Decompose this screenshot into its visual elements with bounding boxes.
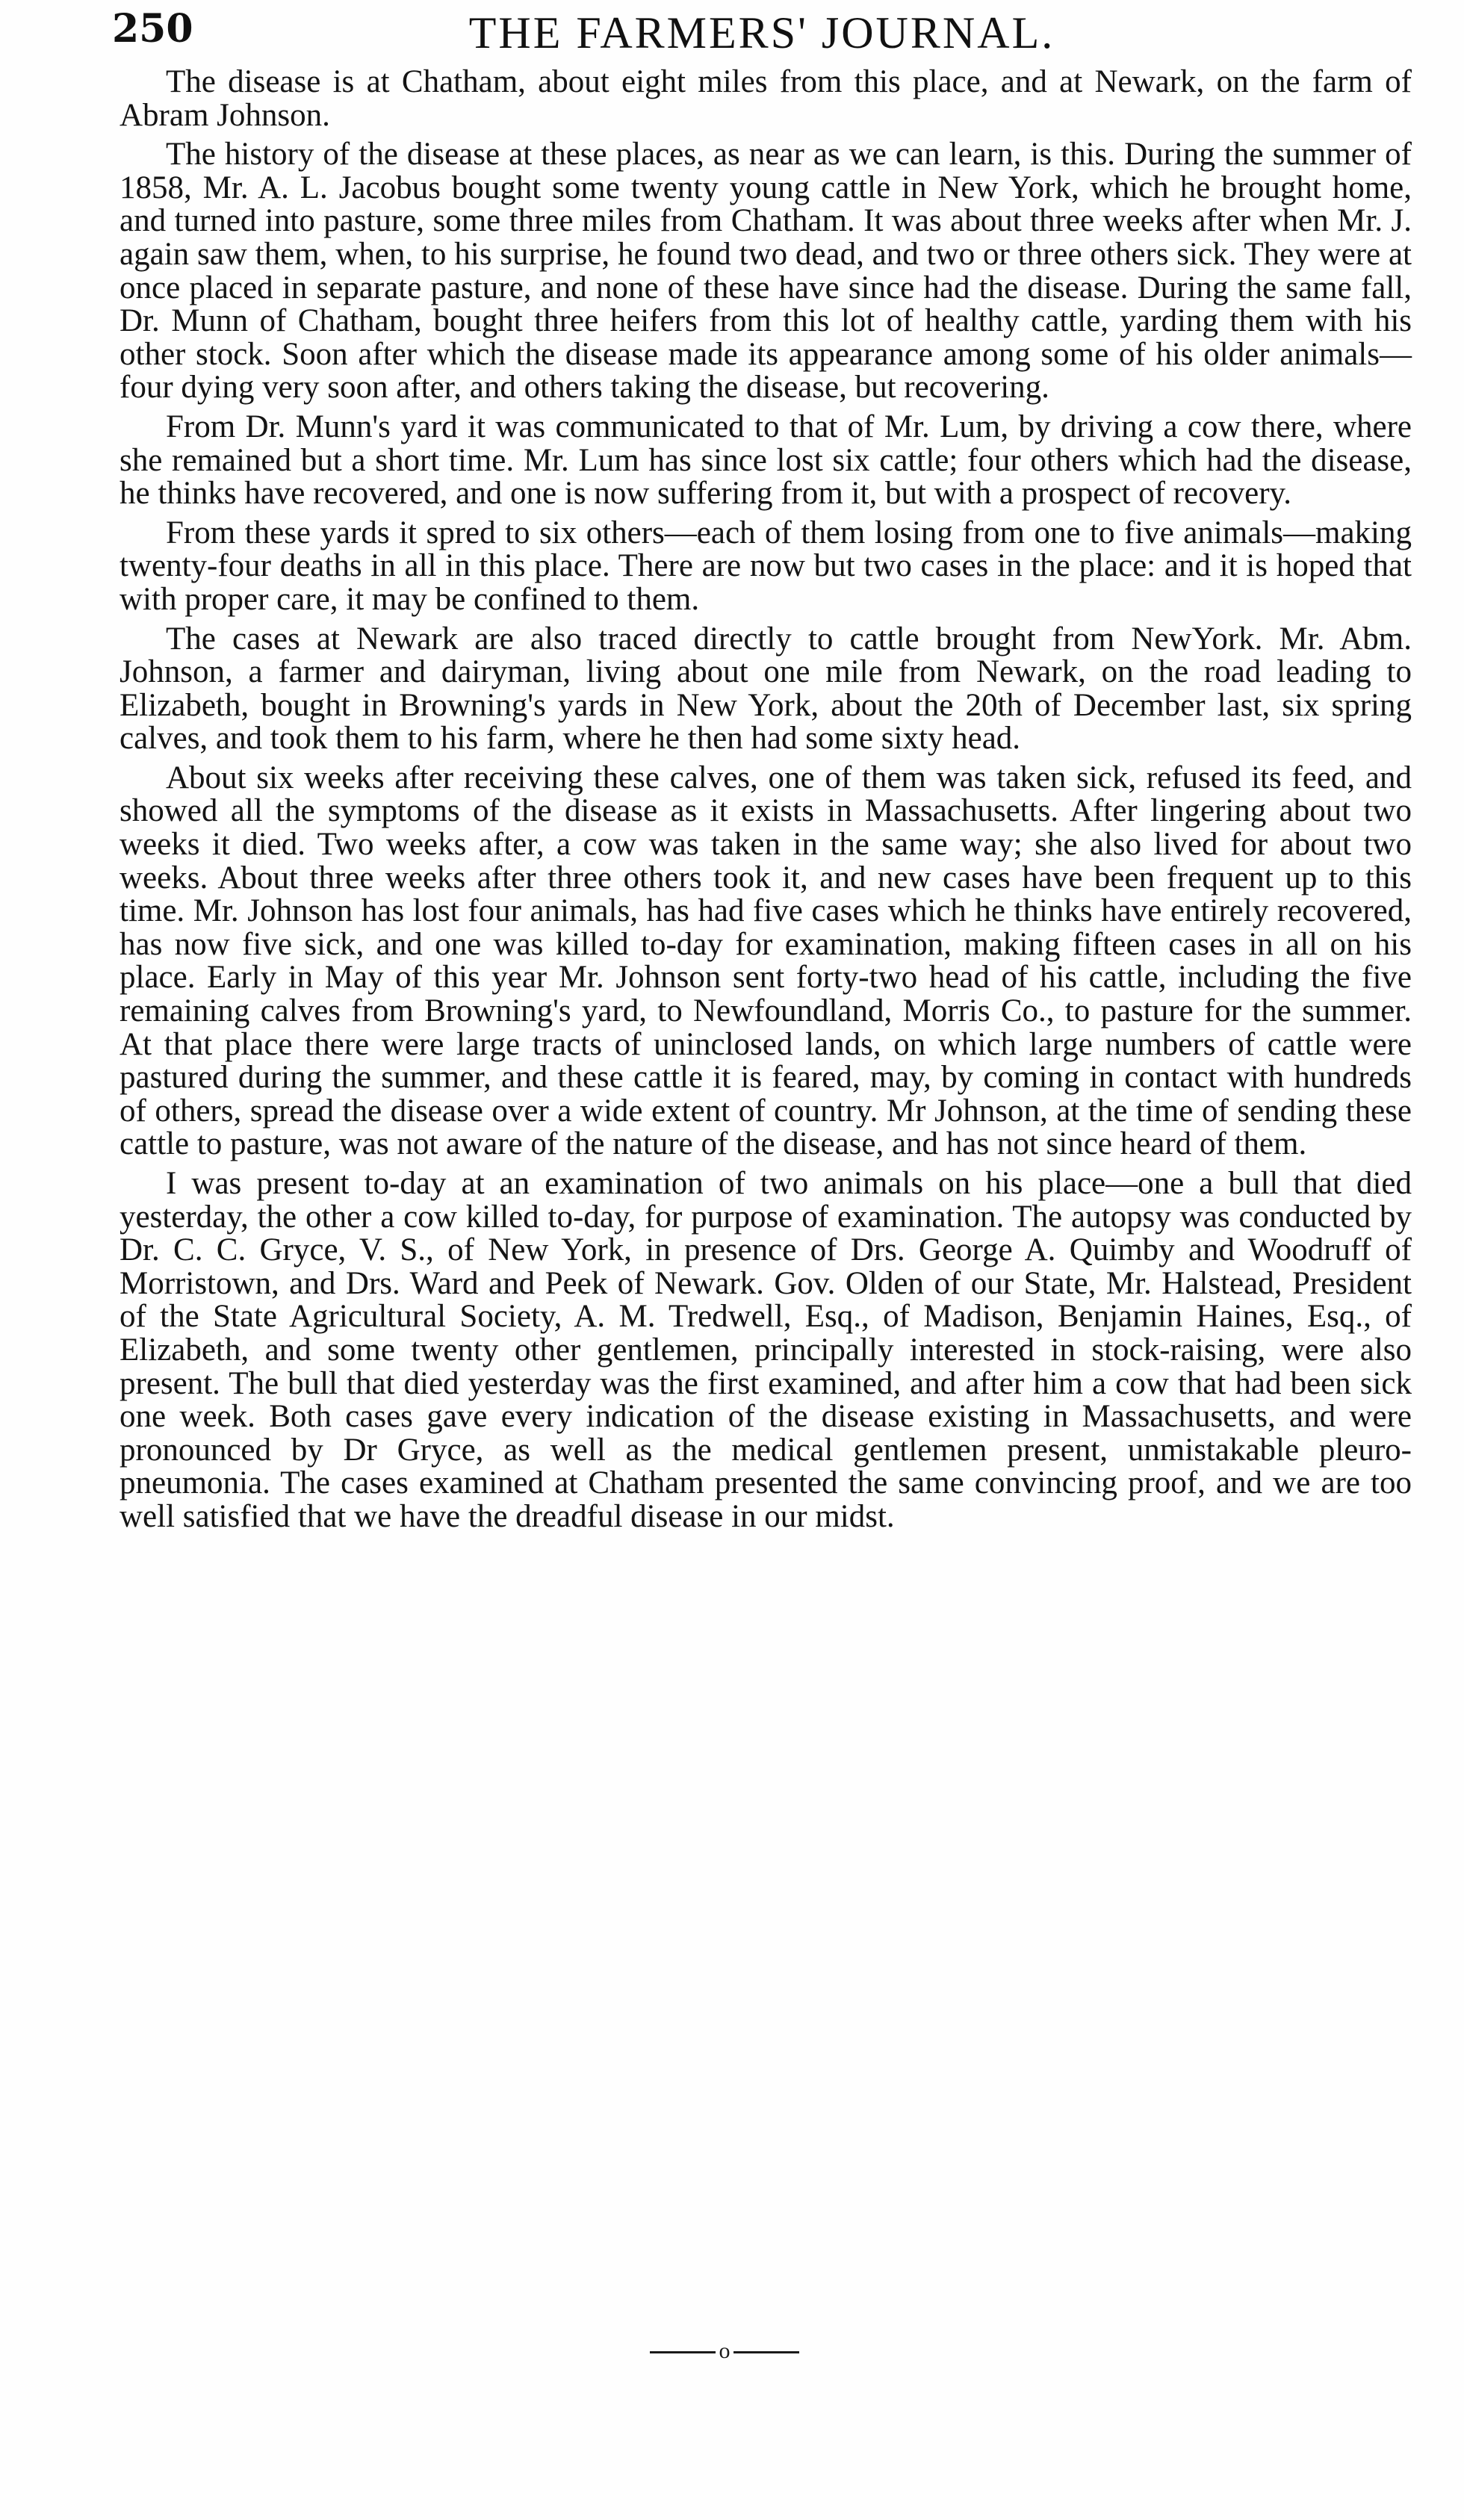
running-title: THE FARMERS' JOURNAL.	[468, 8, 1055, 58]
paragraph: I was present to-day at an examination of two animals on his place—one a bull that died yesterday, the other a cow killed to-day, for purpose of examination. The autopsy was conducted by Dr. C. C. Gryce, V. S., of New York, in presence of Drs. George A. Quimby and Woodruff of Morristown, and Drs. Ward and Peek of Newark. Gov. Olden of our State, Mr. Halstead, President of the State Agricultural Society, A. M. Tredwell, Esq., of Madison, Benjamin Haines, Esq., of Elizabeth, and some twenty other gentlemen, principally interested in stock-raising, were also present. The bull that died yesterday was the first examined, and after him a cow that had been sick one week. Both cases gave every indication of the disease existing in Massachusetts, and were pronounced by Dr Gryce, as well as the medical gentlemen present, unmistakable pleuro-pneumonia. The cases examined at Chatham presented the same convincing proof, and we are too well satisfied that we have the dreadful disease in our midst.	[120, 1166, 1412, 1534]
separator-line-right	[733, 2351, 799, 2353]
page-header	[112, 6, 1412, 66]
article-body	[120, 66, 1412, 1540]
separator-mark: o	[719, 2339, 731, 2363]
paragraph: The history of the disease at these places, as near as we can learn, is this. During the summer of 1858, Mr. A. L. Jacobus bought some twenty young cattle in New York, which he brought home, and turned into pasture, some three miles from Chatham. It was about three weeks after when Mr. J. again saw them, when, to his surprise, he found two dead, and two or three others sick. They were at once placed in separate pasture, and none of these have since had the disease. During the same fall, Dr. Munn of Chatham, bought three heifers from this lot of healthy cattle, yarding them with his other stock. Soon after which the disease made its appearance among some of his older animals—four dying very soon after, and others taking the disease, but recovering.	[120, 137, 1412, 406]
page-number: 250	[112, 6, 193, 52]
section-separator	[650, 2339, 799, 2363]
separator-line-left	[650, 2351, 716, 2353]
paragraph: The cases at Newark are also traced directly to cattle brought from NewYork. Mr. Abm. Johnson, a farmer and dairyman, living about one mile from Newark, on the road leading to Elizabeth, bought in Browning's yards in New York, about the 20th of December last, six spring calves, and took them to his farm, where he then had some sixty head.	[120, 621, 1412, 757]
paragraph: About six weeks after receiving these calves, one of them was taken sick, refused its feed, and showed all the symptoms of the disease as it exists in Massachusetts. After lingering about two weeks it died. Two weeks after, a cow was taken in the same way; she also lived for about two weeks. About three weeks after three others took it, and new cases have been frequent up to this time. Mr. Johnson has lost four animals, has had five cases which he thinks have entirely recovered, has now five sick, and one was killed to-day for examination, making fifteen cases in all on his place. Early in May of this year Mr. Johnson sent forty-two head of his cattle, including the five remaining calves from Browning's yard, to Newfoundland, Morris Co., to pasture for the summer. At that place there were large tracts of uninclosed lands, on which large numbers of cattle were pastured during the summer, and these cattle it is feared, may, by coming in contact with hundreds of others, spread the disease over a wide extent of country. Mr Johnson, at the time of sending these cattle to pasture, was not aware of the nature of the disease, and has not since heard of them.	[120, 760, 1412, 1162]
paragraph: The disease is at Chatham, about eight miles from this place, and at Newark, on the farm of Abram Johnson.	[120, 64, 1412, 133]
paragraph: From Dr. Munn's yard it was communicated to that of Mr. Lum, by driving a cow there, where she remained but a short time. Mr. Lum has since lost six cattle; four others which had the disease, he thinks have recovered, and one is now suffering from it, but with a prospect of recovery.	[120, 409, 1412, 512]
paragraph: From these yards it spred to six others—each of them losing from one to five animals—making twenty-four deaths in all in this place. There are now but two cases in the place: and it is hoped that with proper care, it may be confined to them.	[120, 515, 1412, 617]
